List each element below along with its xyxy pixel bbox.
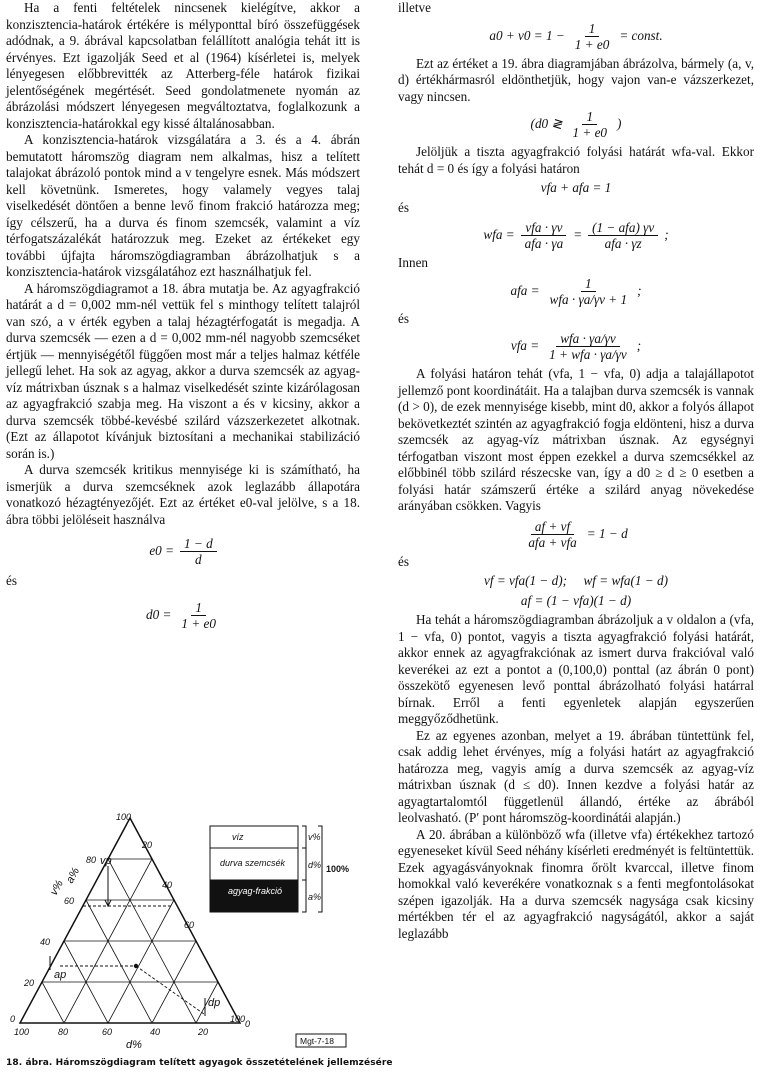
equation-d0-compare xyxy=(398,109,754,140)
denominator: afa · γz xyxy=(604,236,642,251)
tick-label: 100 xyxy=(230,1014,246,1024)
connector-text: és xyxy=(398,199,409,215)
eq-lhs: d0 = xyxy=(146,606,172,622)
eq-rhs: = 1 − d xyxy=(586,525,628,541)
tick-label: 0 xyxy=(10,1014,16,1024)
numerator: af + vf xyxy=(531,519,574,535)
eq-lhs: e0 = xyxy=(149,543,174,559)
eq-lhs: a0 + v0 = 1 − xyxy=(489,27,565,43)
legend-brackets xyxy=(302,826,306,912)
fraction xyxy=(180,536,217,567)
connector-text: és xyxy=(398,553,409,569)
legend-box-clay xyxy=(210,880,298,912)
paragraph: Ezt az értéket a 19. ábra diagramjában ábrázolva, bármely (a, v, d) értékhármasról eldönthetjük, hogy vajon van-e vázszerkezet, vagy nincsen. xyxy=(398,55,754,104)
ternary-diagram-figure xyxy=(0,808,360,1053)
legend-label-water: víz xyxy=(232,832,244,842)
legend-right-label: a% xyxy=(308,892,322,902)
numerator: 1 xyxy=(191,600,206,616)
equation-afa xyxy=(398,276,754,307)
grid-line xyxy=(42,982,64,1023)
eq-end: ; xyxy=(664,227,669,243)
fraction xyxy=(521,220,568,251)
tick-label: 40 xyxy=(150,1027,161,1037)
numerator: (1 − afa) γv xyxy=(588,220,658,236)
eq-end: ; xyxy=(637,282,642,298)
right-column xyxy=(398,0,754,942)
paragraph: Ha a fenti feltételek nincsenek kielégítve, akkor a konzisztencia-határok értékére is mélyponttal bíró összefüggések adódnak, a 9. ábrával kapcsolatban felállított analógia tehát itt is érvényes. Ezt igazolják Seed et al (1964) kísérletei is, melyek lényegesen előbbrevitték az Atterberg-féle határok fizikai jelentőségének megértését. Seed gondolatmenete nyomán az ábrázolási módszert lényegesen megváltoztatva, foglalkozunk a konzisztencia-határokkal egy kissé általánosabban. xyxy=(6,0,360,131)
numerator: wfa · γa/γv xyxy=(556,331,619,347)
tick-label: 60 xyxy=(184,920,195,930)
axis-label-d: d% xyxy=(126,1039,142,1051)
denominator: afa + vfa xyxy=(528,534,577,550)
equation-vf-wf: vf = vfa(1 − d); wf = wfa(1 − d) xyxy=(484,573,668,588)
legend-right-label: d% xyxy=(308,860,322,870)
composition-legend xyxy=(210,826,349,912)
numerator: 1 − d xyxy=(180,536,217,552)
tick-label: 0 xyxy=(245,1019,251,1029)
eq-end: ; xyxy=(636,338,642,354)
point-label-ap: ap xyxy=(54,969,67,981)
figure-stamp: Mgt-7-18 xyxy=(300,1036,335,1046)
fraction xyxy=(568,109,611,140)
equation-wfa xyxy=(398,220,754,251)
legend-right-label: v% xyxy=(308,832,321,842)
tick-label: 60 xyxy=(64,896,75,906)
denominator: wfa · γa/γv + 1 xyxy=(549,291,628,307)
axis-label-a: a% xyxy=(64,865,83,886)
legend-box-water xyxy=(210,826,298,848)
denominator: 1 + e0 xyxy=(572,125,608,140)
legend-label-clay: agyag-frakció xyxy=(228,886,283,896)
legend-label-coarse: durva szemcsék xyxy=(220,858,286,868)
denominator: afa · γa xyxy=(524,236,564,251)
fraction xyxy=(571,21,614,52)
eq-lhs: afa = xyxy=(510,282,540,298)
point-label-dp: dp xyxy=(208,997,221,1009)
equation-ratio xyxy=(398,519,754,550)
connector-text: illetve xyxy=(398,0,431,15)
numerator: 1 xyxy=(582,109,597,125)
tick-label: 40 xyxy=(162,880,173,890)
tick-label: 20 xyxy=(24,978,35,988)
equation-e0 xyxy=(6,536,360,567)
paragraph: Ha tehát a háromszögdiagramban ábrázoljuk a v oldalon a (vfa, 1 − vfa, 0) pontot, vagyis a tiszta agyagfrakció folyási határát, akkor ennek az agyagfrakciónak az ismert durva frakcióval való keverékei az ezt a pontot a (0,100,0) ponttal (az ábrán 0 pont) összekötő egyenesen levő ponttal ábrázolható folyási határral bírnak. Erről a fenti egyenletek alapján egyszerűen meggyőződhetünk. xyxy=(398,612,754,726)
equation-vfa xyxy=(398,331,754,362)
paragraph: A durva szemcsék kritikus mennyisége ki is számítható, ha ismerjük a durva szemcséknek azok leglazább állapotára vonatkozó hézagtényezőjét. Ezt az értéket e0-val jelölve, s a 18. ábra többi jelöléseit használva xyxy=(6,462,360,527)
triangle-outline xyxy=(20,818,240,1023)
tick-label: 60 xyxy=(102,1027,113,1037)
fraction xyxy=(524,519,580,550)
numerator: 1 xyxy=(581,276,596,292)
paragraph: Ez az egyenes azonban, melyet a 19. ábrában tüntettünk fel, csak addig lehet érvényes, míg a folyási határt az agyagfrakció határozza meg, vagyis amíg a durva szemcsék az agyag-víz mátrixban úsznak (d ≤ d0). Innen kezdve a folyási határ az agyagtartalomtól függetlenül állandó, értéke az ábrából leolvasható. (P′ pont háromszög-koordinátái alapján.) xyxy=(398,727,754,825)
eq-lhs: wfa = xyxy=(483,227,515,243)
equation-d0 xyxy=(6,600,360,631)
fraction xyxy=(545,331,631,362)
eq-rhs: = const. xyxy=(619,27,663,43)
denominator: 1 + wfa · γa/γv xyxy=(549,347,627,362)
equation-af: af = (1 − vfa)(1 − d) xyxy=(520,592,632,608)
connector-text: és xyxy=(398,310,409,326)
fraction xyxy=(588,220,658,251)
equation-vfa-afa: vfa + afa = 1 xyxy=(540,180,612,195)
eq-equals: = xyxy=(573,227,583,243)
eq-lhs: (d0 ≷ xyxy=(530,116,563,132)
paragraph: A konzisztencia-határok vizsgálatára a 3. és a 4. ábrán bemutatott háromszög diagram nem alkalmas, hisz a telített talajokat ábrázoló pontok mind a v tengelyre esnek. Más módszert kell követnünk. Ismeretes, hogy valamely vegyes talaj viselkedését döntően a benne levő finom frakció határozza meg; így célszerű, ha a durva és finom szemcsék, valamint a víz térfogatszázalékát határozzuk meg. Ezeket az értékeket egy további újfajta háromszögdiagramban ábrázolhatjuk s a konzisztencia-határok vizsgálatához ezt használhatjuk fel. xyxy=(6,132,360,279)
left-column xyxy=(6,0,360,635)
tick-label: 100 xyxy=(14,1027,30,1037)
eq-lhs: vfa = xyxy=(510,338,540,354)
point-construction-line xyxy=(136,966,204,1014)
tick-label: 80 xyxy=(58,1027,69,1037)
paragraph: A folyási határon tehát (vfa, 1 − vfa, 0) adja a talajállapotot jellemző pont koordinátáit. Ha a talajban durva szemcsék is vannak (d > 0), de ezek mennyisége kisebb, mint d0, akkor a folyós állapot bekövetkeztét szintén az agyagfrakció fogja eldönteni, hisz a durva szemcsék az agyag-víz mátrixban úsznak. Az egységnyi térfogatban viszont most éppen ezekkel a durva szemcsékkel az előbbinél több szilárd részecske van, így a d0 ≥ d ≥ 0 esetben a folyási határ számszerű értéke a szilárd anyag növekedése arányában csökken. Vagyis xyxy=(398,366,754,513)
triangle-grid xyxy=(20,818,240,1023)
legend-total: 100% xyxy=(326,864,350,874)
grid-line xyxy=(86,900,152,1023)
tick-label: 100 xyxy=(116,812,132,822)
figure-caption: 18. ábra. Háromszögdiagram telített agyagok összetételének jellemzésére xyxy=(6,1058,393,1068)
tick-labels xyxy=(10,812,208,1037)
point-p xyxy=(134,964,138,968)
tick-label: 40 xyxy=(40,937,51,947)
point-label-vp: vp xyxy=(100,855,112,867)
tick-label: 20 xyxy=(142,840,153,850)
connector-text: Innen xyxy=(398,255,429,270)
connector-text: és xyxy=(6,573,17,588)
denominator: d xyxy=(195,552,202,567)
denominator: 1 + e0 xyxy=(574,36,610,52)
paragraph: A háromszögdiagramot a 18. ábra mutatja be. Az agyagfrakció határát a d = 0,002 mm-nél vettük fel s minthogy telített talajról van szó, a v érték egyben a talaj hézagtérfogatát is megadja. A durva szemcsék — ezen a d = 0,002 mm-nél nagyobb szemcséket értjük — mennyiségétől függően most már a teljes halmaz kétféle jellegű lehet. Ha sok az agyag, akkor a durva szemcsék az agyag-víz mátrixban úsznak s a halmaz viselkedését szinte kizárólagosan az agyagfrakció szabja meg. Ha viszont a és v kicsiny, akkor a durva szemcsék többé-kevésbé szilárd vázszerkezetet alkotnak. (Ezt az állapotot kívánjuk biztosítani a mechanikai stabilizáció során is.) xyxy=(6,280,360,461)
fraction xyxy=(177,600,220,631)
tick-label: 20 xyxy=(198,1027,209,1037)
tick-label: 80 xyxy=(86,855,97,865)
axis-label-v: v% xyxy=(48,878,66,898)
numerator: 1 xyxy=(585,21,600,37)
equation-const xyxy=(398,21,754,52)
grid-line xyxy=(108,900,174,1023)
axis-labels xyxy=(48,855,220,1051)
denominator: 1 + e0 xyxy=(181,615,216,631)
numerator: vfa · γv xyxy=(521,220,566,236)
paragraph: Jelöljük a tiszta agyagfrakció folyási határát wfa-val. Ekkor tehát d = 0 és így a folyási határon xyxy=(398,144,754,176)
eq-rhs: ) xyxy=(617,116,622,132)
fraction xyxy=(546,276,632,307)
paragraph: A 20. ábrában a különböző wfa (illetve vfa) értékekhez tartozó egyeneseket kívül Seed néhány kísérleti eredményét is feltüntettük. Ezek agyagásványoknak finomra őrölt kvarccal, illetve finom homokkal való keverékére vonatkoznak s a fenti megfontolásokat szépen igazolják. Ha a durva szemcsék nagysága csak kicsiny mértékben tér el az agyagfrakció nagyságától, akkor a saját leglazább xyxy=(398,826,754,941)
